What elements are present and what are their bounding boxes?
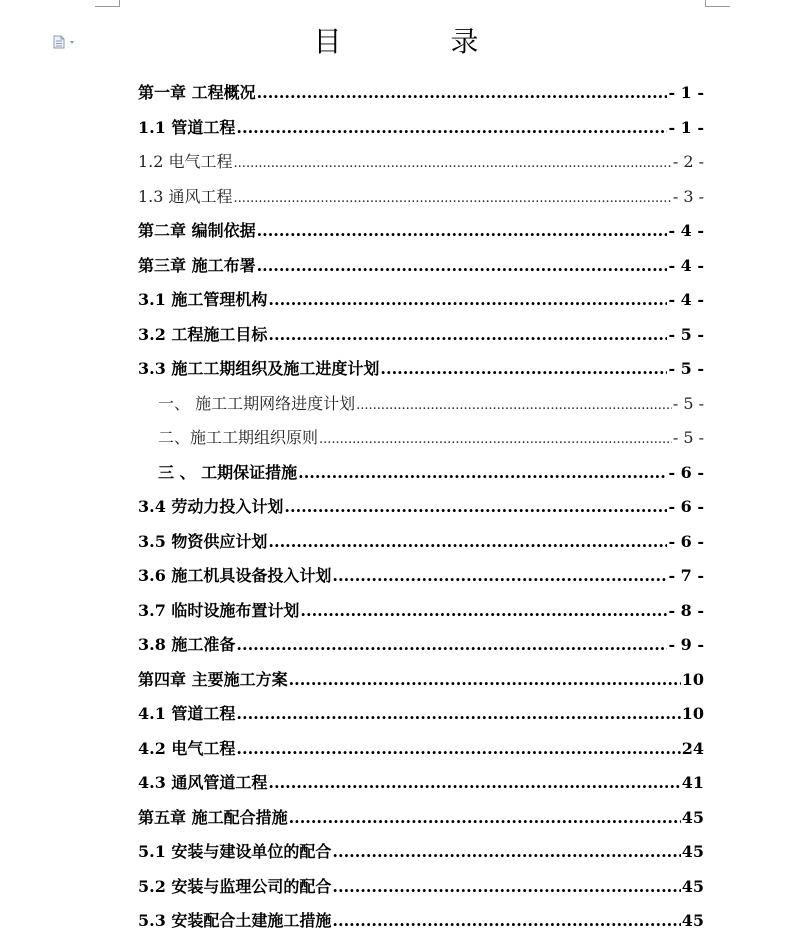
toc-entry[interactable]: [138, 283, 704, 318]
page-corner-mark-left: [95, 0, 120, 7]
dot-leader: [236, 697, 680, 732]
toc-entry-page-number: - 6 -: [668, 531, 704, 551]
dot-leader: [268, 525, 667, 560]
dot-leader: [257, 214, 668, 249]
toc-entry[interactable]: [138, 180, 704, 215]
toc-entry-page-number: - 6 -: [668, 462, 704, 482]
table-of-contents: [138, 76, 704, 938]
toc-entry-page-number: 41: [681, 773, 704, 792]
toc-entry[interactable]: [138, 318, 704, 353]
toc-entry[interactable]: [138, 835, 704, 870]
toc-entry-page-number: - 8 -: [668, 600, 704, 620]
toc-entry-title: 第五章 施工配合措施: [138, 807, 288, 827]
toc-entry[interactable]: [138, 490, 704, 525]
toc-entry-title: 1.1 管道工程: [138, 117, 236, 137]
toc-entry-page-number: - 4 -: [668, 255, 704, 275]
dot-leader: [257, 249, 668, 284]
toc-entry-page-number: - 5 -: [668, 359, 704, 378]
toc-entry-page-number: - 1 -: [668, 117, 704, 137]
toc-entry-title: 3.1 施工管理机构: [138, 290, 268, 309]
toc-entry[interactable]: [138, 697, 704, 732]
toc-entry[interactable]: [138, 870, 704, 905]
page-corner-mark-right: [705, 0, 730, 7]
toc-entry[interactable]: [138, 628, 704, 663]
toc-entry[interactable]: [138, 663, 704, 698]
toc-entry-title: 5.1 安装与建设单位的配合: [138, 842, 332, 861]
toc-entry-page-number: - 2 -: [672, 152, 704, 171]
toc-entry-page-number: 45: [681, 842, 704, 861]
dot-leader: [236, 732, 680, 767]
toc-entry-page-number: - 3 -: [672, 186, 704, 206]
toc-entry-page-number: - 1 -: [668, 83, 704, 102]
toc-entry-title: 二、施工工期组织原则: [158, 428, 319, 447]
dot-leader: [356, 389, 672, 422]
toc-entry-page-number: 10: [681, 669, 704, 689]
toc-entry-title: 1.3 通风工程: [138, 186, 233, 206]
toc-entry-title: 3.2 工程施工目标: [138, 324, 268, 344]
toc-entry-title: 3.8 施工准备: [138, 635, 236, 654]
dot-leader: [284, 490, 667, 525]
toc-entry-page-number: - 4 -: [668, 221, 704, 240]
dot-leader: [234, 147, 672, 180]
toc-title: 目 录: [313, 25, 529, 58]
toc-entry-page-number: 45: [681, 876, 704, 896]
toc-entry-page-number: - 5 -: [668, 324, 704, 344]
toc-entry-title: 第二章 编制依据: [138, 221, 256, 240]
toc-entry[interactable]: [138, 111, 704, 146]
toc-entry-title: 第四章 主要施工方案: [138, 669, 288, 689]
toc-entry-page-number: - 6 -: [668, 497, 704, 516]
dot-leader: [268, 318, 667, 353]
toc-entry[interactable]: [138, 525, 704, 560]
toc-entry[interactable]: [138, 456, 704, 491]
toc-entry[interactable]: [138, 904, 704, 938]
toc-entry[interactable]: [138, 732, 704, 767]
toc-entry-title: 4.1 管道工程: [138, 704, 236, 723]
toc-entry-title: 三 、 工期保证措施: [158, 462, 298, 482]
toc-entry-title: 4.3 通风管道工程: [138, 773, 268, 792]
dot-leader: [300, 594, 667, 629]
dot-leader: [289, 663, 681, 698]
toc-entry-page-number: 24: [681, 738, 704, 758]
dot-leader: [234, 182, 672, 215]
dot-leader: [332, 559, 667, 594]
dot-leader: [289, 801, 681, 836]
toc-entry-title: 3.5 物资供应计划: [138, 531, 268, 551]
toc-entry[interactable]: [138, 249, 704, 284]
toc-entry-page-number: - 5 -: [672, 393, 704, 413]
dot-leader: [332, 870, 680, 905]
toc-entry-title: 第一章 工程概况: [138, 83, 256, 102]
dot-leader: [236, 628, 667, 663]
toc-entry-page-number: - 4 -: [668, 290, 704, 309]
toc-entry-page-number: - 5 -: [672, 428, 704, 447]
dot-leader: [257, 76, 668, 111]
toc-entry[interactable]: [138, 214, 704, 249]
toc-entry[interactable]: [138, 559, 704, 594]
toc-entry-title: 第三章 施工布署: [138, 255, 256, 275]
dot-leader: [298, 456, 667, 491]
toc-entry[interactable]: [138, 145, 704, 180]
toc-entry-title: 5.2 安装与监理公司的配合: [138, 876, 332, 896]
toc-entry-page-number: 10: [681, 704, 704, 723]
toc-entry[interactable]: [138, 76, 704, 111]
dot-leader: [380, 352, 667, 387]
toc-entry[interactable]: [138, 387, 704, 422]
dot-leader: [332, 835, 680, 870]
toc-entry-page-number: - 7 -: [668, 566, 704, 585]
dot-leader: [236, 111, 667, 146]
toc-entry[interactable]: [138, 421, 704, 456]
toc-entry-title: 4.2 电气工程: [138, 738, 236, 758]
toc-entry-title: 一、 施工工期网络进度计划: [158, 393, 356, 413]
toc-entry-page-number: - 9 -: [668, 635, 704, 654]
toc-entry-page-number: 45: [681, 807, 704, 827]
toc-entry-title: 1.2 电气工程: [138, 152, 233, 171]
toc-entry-page-number: 45: [681, 911, 704, 930]
toc-entry[interactable]: [138, 801, 704, 836]
toc-entry[interactable]: [138, 766, 704, 801]
dot-leader: [332, 904, 680, 938]
toc-entry-title: 5.3 安装配合土建施工措施: [138, 911, 332, 930]
toc-entry-title: 3.3 施工工期组织及施工进度计划: [138, 359, 380, 378]
dot-leader: [268, 766, 680, 801]
toc-entry-title: 3.4 劳动力投入计划: [138, 497, 284, 516]
toc-entry[interactable]: [138, 594, 704, 629]
toc-entry-title: 3.6 施工机具设备投入计划: [138, 566, 332, 585]
toc-entry-title: 3.7 临时设施布置计划: [138, 600, 300, 620]
dot-leader: [319, 423, 672, 456]
toc-entry[interactable]: [138, 352, 704, 387]
dot-leader: [268, 283, 667, 318]
